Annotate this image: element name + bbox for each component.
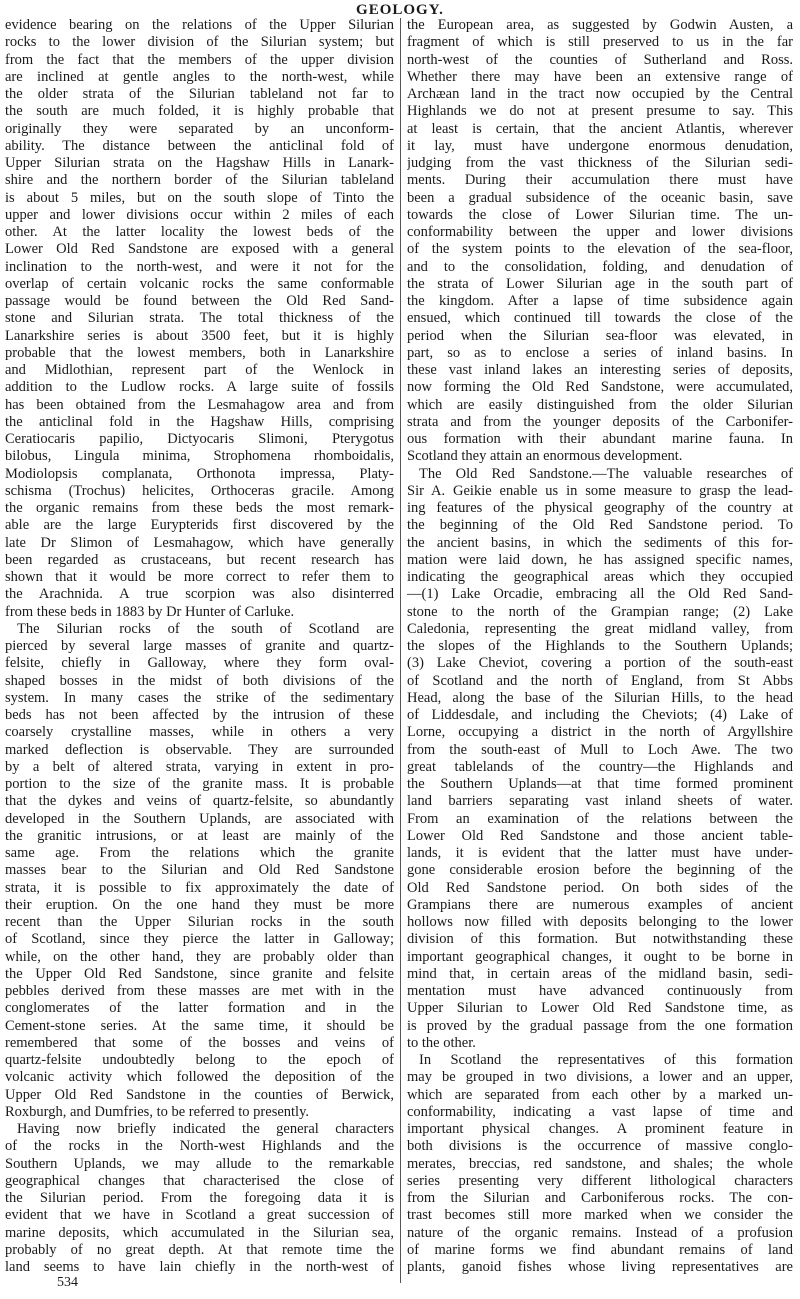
text-line: the anticlinal fold in the Hagshaw Hills, comprising [5, 413, 394, 430]
text-line: mind that, in certain areas of the midland basin, sedi- [407, 965, 793, 982]
text-line: addition to the Ludlow rocks. A large suite of fossils [5, 379, 394, 396]
text-line: been regarded as crustaceans, but recent research has [5, 551, 394, 568]
text-line: has been obtained from the Lesmahagow area and from [5, 396, 394, 413]
text-line: merates, breccias, red sandstone, and shales; the whole [407, 1155, 793, 1172]
text-line: ous formation with their abundant marine fauna. In [407, 431, 793, 447]
text-line: land seems to have lain chiefly in the north-west of [5, 1259, 394, 1275]
text-line: of marine forms we find abundant remains of land [407, 1241, 793, 1258]
text-line: period when the Silurian sea-floor was elevated, in [407, 327, 793, 344]
text-line: —(1) Lake Orcadie, embracing all the Old Red Sand- [407, 586, 793, 603]
text-line: Having now briefly indicated the general characters [17, 1121, 394, 1137]
text-line: trast becomes still more marked when we consider the [407, 1207, 793, 1224]
text-line: the strata of Lower Silurian age in the south part of [407, 275, 793, 292]
paragraph [407, 1052, 793, 1276]
text-line: conformability between the upper and lower divisions [407, 224, 793, 240]
text-line: Lorne, occupying a district in the north of Argyllshire [407, 724, 793, 741]
text-line: shown that it would be more correct to refer them to [5, 569, 394, 585]
text-line: part, so as to enclose a series of inland basins. In [407, 344, 793, 361]
text-line: ability. The distance between the anticlinal fold of [5, 137, 394, 154]
text-line: it lay, must have undergone enormous denudation, [407, 137, 793, 154]
text-line: their eruption. On the one hand they must be more [5, 896, 394, 913]
text-line: the European area, as suggested by Godwin Austen, a [407, 17, 793, 33]
text-line: Sir A. Geikie enable us in some measure to grasp the lead- [407, 482, 793, 499]
text-line: north-west of the counties of Sutherland and Ross. [407, 51, 793, 68]
text-line: schisma (Trochus) helicites, Orthoceras gracile. Among [5, 482, 394, 499]
text-line: the ancient basins, in which the sediments of this for- [407, 534, 793, 551]
text-line: system. In many cases the strike of the sedimentary [5, 689, 394, 706]
text-line: from these beds in 1883 by Dr Hunter of Carluke. [5, 603, 295, 620]
text-line: Head, along the base of the Silurian Hills, to the head [407, 689, 793, 706]
text-line: towards the close of Lower Silurian time. The un- [407, 206, 793, 223]
text-line: the Southern Uplands—at that time formed prominent [407, 776, 793, 792]
text-line: developed in the Southern Uplands, are associated with [5, 810, 394, 827]
text-line: of the rocks in the North-west Highlands and the [5, 1138, 394, 1155]
text-line: originally they were separated by an unconform- [5, 120, 394, 137]
text-line: Cement-stone series. At the same time, it should be [5, 1017, 394, 1034]
text-line: inclination to the north-west, and were it not for the [5, 258, 394, 275]
text-line: same age. From the relations which the granite [5, 845, 394, 861]
text-line: plants, ganoid fishes whose living representatives are [407, 1259, 793, 1275]
text-line: probably of no great depth. At that remote time the [5, 1241, 394, 1258]
text-line: been a gradual subsidence of the oceanic basin, save [407, 189, 793, 206]
paragraph [407, 466, 793, 1053]
text-line: Old Red Sandstone period. On both sides of the [407, 879, 793, 896]
text-line: Lower Old Red Sandstone are exposed with a general [5, 241, 394, 258]
text-line: from the south-east of Mull to Loch Awe. The two [407, 741, 793, 758]
text-line: from the fact that the members of the upper division [5, 51, 394, 68]
text-line: The Silurian rocks of the south of Scotland are [17, 620, 394, 637]
text-line: the beginning of the Old Red Sandstone period. To [407, 517, 793, 534]
text-line: the Silurian period. From the foregoing data it is [5, 1190, 394, 1206]
text-line: probable that the lowest members, both in Lanarkshire [5, 344, 394, 361]
text-line: quartz-felsite undoubtedly belong to the epoch of [5, 1052, 394, 1068]
text-line: Lanarkshire series is about 3500 feet, but it is highly [5, 327, 394, 344]
text-line: strata and from the younger deposits of the Carbonifer- [407, 413, 793, 430]
text-line: Whether there may have been an extensive range of [407, 68, 793, 85]
text-line: nature of the organic remains. Instead of a profusion [407, 1224, 793, 1241]
text-line: pierced by several large masses of granite and quartz- [5, 638, 394, 654]
text-line: which are easily distinguished from the older Silurian [407, 396, 793, 413]
text-line: other. At the latter locality the lowest beds of the [5, 224, 394, 240]
text-line: both divisions is the occurrence of massive conglo- [407, 1138, 793, 1155]
text-line: the older strata of the Silurian tableland not far to [5, 86, 394, 102]
text-line: the Arachnida. A true scorpion was also disinterred [5, 586, 394, 603]
page-number: 534 [57, 1275, 78, 1290]
text-line: the south are much folded, it is highly probable that [5, 103, 394, 120]
text-line: conformability, indicating a vast lapse of time and [407, 1103, 793, 1120]
text-column-left [5, 17, 394, 1276]
text-line: and to the consolidation, folding, and denudation of [407, 258, 793, 275]
column-divider [400, 18, 401, 1283]
text-line: conglomerates of the latter formation and in the [5, 1000, 394, 1017]
text-line: volcanic activity which followed the deposition of the [5, 1069, 394, 1086]
running-header: GEOLOGY. [356, 2, 444, 18]
text-line: ing features of the physical geography of the country at [407, 500, 793, 516]
text-line: at least is certain, that the ancient Atlantis, wherever [407, 120, 793, 137]
text-line: the kingdom. After a lapse of time subsidence again [407, 293, 793, 309]
text-line: important physical changes. A prominent feature in [407, 1121, 793, 1137]
text-line: the granitic intrusions, or at least are mainly of the [5, 827, 394, 844]
paragraph [407, 17, 793, 466]
text-line: which are separated from each other by a marked un- [407, 1086, 793, 1103]
text-line: ments. During their accumulation there must have [407, 172, 793, 189]
text-line: lands, it is evident that the latter must have under- [407, 845, 793, 861]
text-line: gone considerable erosion before the beginning of the [407, 862, 793, 879]
paragraph [5, 17, 394, 621]
text-line: upper and lower divisions occur within 2 miles of each [5, 206, 394, 223]
text-line: able are the large Eurypterids first discovered by the [5, 517, 394, 534]
text-line: beds has not been affected by the intrusion of these [5, 707, 394, 723]
text-line: passage would be found between the Old Red Sand- [5, 293, 394, 309]
text-line: these vast inland lakes an interesting series of deposits, [407, 362, 793, 378]
text-line: mentation must have advanced continuously from [407, 983, 793, 999]
text-line: series presenting very different lithological characters [407, 1172, 793, 1189]
text-line: felsite, chiefly in Galloway, where they form oval- [5, 655, 394, 672]
text-line: bilobus, Lingula minima, Strophomena rhomboidalis, [5, 448, 394, 465]
text-line: that the dykes and veins of quartz-felsite, so abundantly [5, 793, 394, 810]
text-line: late Dr Slimon of Lesmahagow, which have generally [5, 534, 394, 551]
text-line: Upper Old Red Sandstone in the counties of Berwick, [5, 1086, 394, 1103]
text-column-right [407, 17, 793, 1276]
text-line: pebbles derived from these masses are met with in the [5, 983, 394, 999]
text-line: recent than the Upper Silurian rocks in the south [5, 914, 394, 930]
text-line: marked deflection is observable. They are surrounded [5, 741, 394, 758]
text-line: now forming the Old Red Sandstone, were accumulated, [407, 379, 793, 396]
text-line: of Liddesdale, and including the Cheviots; (4) Lake of [407, 707, 793, 723]
text-line: Modiolopsis complanata, Orthonota impressa, Platy- [5, 465, 394, 482]
text-line: Caledonia, representing the great midland valley, from [407, 620, 793, 637]
text-line: from the Silurian and Carboniferous rocks. The con- [407, 1190, 793, 1206]
text-line: the slopes of the Highlands to the Southern Uplands; [407, 638, 793, 654]
text-line: Grampians there are numerous examples of ancient [407, 896, 793, 913]
text-line: is about 5 miles, but on the south slope of Tinto the [5, 189, 394, 206]
text-line: land barriers separating vast inland sheets of water. [407, 793, 793, 810]
text-line: coarsely crystalline masses, while in others a very [5, 724, 394, 741]
text-line: (3) Lake Cheviot, covering a portion of the south-east [407, 655, 793, 672]
text-line: The Old Red Sandstone.—The valuable researches of [419, 465, 793, 482]
text-line: strata, it is possible to fix approximately the date of [5, 879, 394, 896]
text-line: In Scotland the representatives of this formation [419, 1052, 793, 1068]
text-line: evident that we have in Scotland a great succession of [5, 1207, 394, 1224]
paragraph [5, 1121, 394, 1276]
text-line: of Scotland, since they pierce the latter in Galloway; [5, 931, 394, 948]
text-line: judging from the vast thickness of the Silurian sedi- [407, 155, 793, 171]
text-line: Southern Uplands, we may allude to the remarkable [5, 1155, 394, 1172]
text-line: by a belt of altered strata, varying in extent in pro- [5, 758, 394, 775]
text-line: marine deposits, which accumulated in the Silurian sea, [5, 1224, 394, 1241]
text-line: fragment of which is still preserved to us in the far [407, 34, 793, 51]
text-line: Upper Silurian strata on the Hagshaw Hills in Lanark- [5, 155, 394, 171]
text-line: is proved by the gradual passage from the one formation [407, 1017, 793, 1034]
text-line: rocks to the lower division of the Silurian system; but [5, 34, 394, 51]
text-line: mation were laid down, he has assigned specific names, [407, 551, 793, 568]
text-line: From an examination of the relations between the [407, 810, 793, 827]
text-line: masses bear to the Silurian and Old Red Sandstone [5, 862, 394, 879]
text-line: shaped bosses in the midst of both divisions of the [5, 672, 394, 689]
text-line: and Midlothian, represent part of the Wenlock in [5, 362, 394, 378]
text-line: ensued, which continued till towards the close of the [407, 310, 793, 327]
text-line: important geographical changes, it ought to be borne in [407, 948, 793, 965]
text-line: Scotland they attain an enormous development. [407, 448, 683, 465]
paragraph [5, 621, 394, 1121]
text-line: Upper Silurian to Lower Old Red Sandstone time, as [407, 1000, 793, 1017]
text-line: geographical changes that characterised the close of [5, 1172, 394, 1189]
text-line: overlap of certain volcanic rocks the same conformable [5, 275, 394, 292]
text-line: great tablelands of the country—the Highlands and [407, 758, 793, 775]
text-line: hollows now filled with deposits belonging to the lower [407, 914, 793, 930]
text-line: division of this formation. But notwithstanding these [407, 931, 793, 948]
text-line: indicating the geographical areas which they occupied [407, 569, 793, 585]
text-line: the Upper Old Red Sandstone, since granite and felsite [5, 965, 394, 982]
text-line: remembered that some of the bosses and veins of [5, 1034, 394, 1051]
text-line: stone and Silurian strata. The total thickness of the [5, 310, 394, 327]
text-line: Roxburgh, and Dumfries, to be referred to presently. [5, 1103, 310, 1120]
text-line: may be grouped in two divisions, a lower and an upper, [407, 1069, 793, 1086]
text-line: portion to the size of the granite mass. It is probable [5, 776, 394, 792]
text-line: stone to the north of the Grampian range; (2) Lake [407, 603, 793, 620]
text-line: of the system points to the elevation of the sea-floor, [407, 241, 793, 258]
text-line: Lower Old Red Sandstone and those ancient table- [407, 827, 793, 844]
text-line: to the other. [407, 1034, 476, 1051]
text-line: shire and the northern border of the Silurian tableland [5, 172, 394, 189]
text-line: while, on the other hand, they are probably older than [5, 948, 394, 965]
text-line: Archæan land in the tract now occupied by the Central [407, 86, 793, 102]
text-line: Highlands we do not at present presume to say. This [407, 103, 793, 120]
text-line: are inclined at gentle angles to the north-west, while [5, 68, 394, 85]
text-line: of Scotland and the north of England, from St Abbs [407, 672, 793, 689]
text-line: the organic remains from these beds the most remark- [5, 500, 394, 516]
text-line: Ceratiocaris papilio, Dictyocaris Slimoni, Pterygotus [5, 431, 394, 447]
text-line: evidence bearing on the relations of the Upper Silurian [5, 17, 394, 33]
